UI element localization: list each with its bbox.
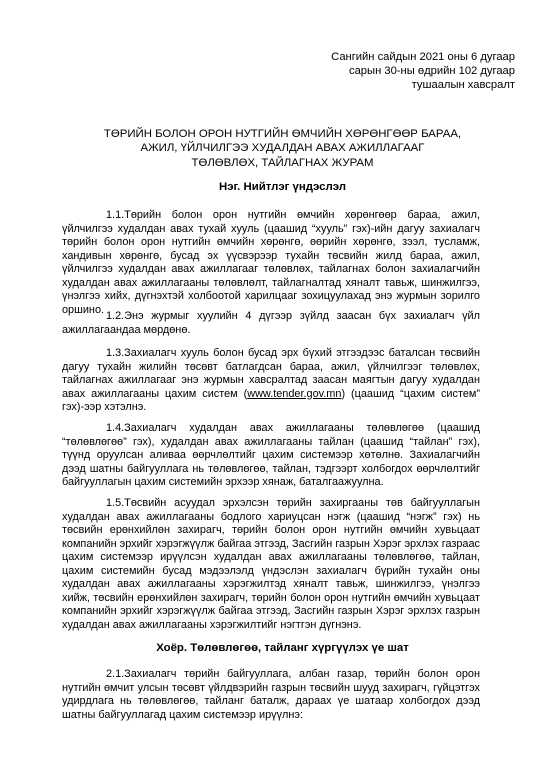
annex-note (275, 50, 515, 92)
chapter-2-heading: Хоёр. Төлөвлөгөө, тайланг хүргүүлэх үе шат (156, 642, 409, 654)
annex-line-1: Сангийн сайдын 2021 оны 6 дугаар (331, 51, 515, 63)
title-line-2: АЖИЛ, ҮЙЛЧИЛГЭЭ ХУДАЛДАН АВАХ АЖИЛЛАГААГ (140, 142, 425, 155)
title-line-1: ТӨРИЙН БОЛОН ОРОН НУТГИЙН ӨМЧИЙН ХӨРӨНГӨӨР БАРАА, (103, 128, 462, 140)
annex-line-2: сарын 30-ны өдрийн 102 дугаар (348, 65, 515, 77)
paragraph-1-3-text-before: 1.3.Захиалагч хууль болон бусад эрх бүхий этгээдээс баталсан төсвийн дагуу тухайн жилийн төсөвт батлагдсан бараа, ажил, үйлчилгээг төлөвлөх, тайлагнах ажиллагааг энэ журмын хавсралтад заасан маягтын дагуу худалдан авах ажиллагааны цахим систем ( (62, 347, 480, 400)
paragraph-1-5: 1.5.Төсвийн асуудал эрхэлсэн төрийн захиргааны төв байгууллагын худалдан авах ажиллагааны бодлого хариуцсан нэгж (цаашид “нэгж” гэх) нь төсвийн ерөнхийлөн захирагч, төрийн болон орон нутгийн өмчийн хувьцаат компанийн эрхийг хэрэгжүүлж байгаа этгээд, Засгийн газрын Хэрэг эрхлэх газраас цахим системээр ирүүлсэн худалдан авах ажиллагааны төлөвлөгөө, тайлан, цахим системийн бусад мэдээлэлд үндэслэн захиалагч бүрийн тухайн оны худалдан авах ажиллагааны хэрэгжилтэд хяналт тавьж, шинжилгээ, үнэлгээ хийж, төсвийн ерөнхийлөн захирагч, төрийн болон орон нутгийн өмчийн хувьцаат компанийн эрхийг хэрэгжүүлж байгаа этгээд, Засгийн газрын Хэрэг эрхлэх газрын худалдан авах ажиллагааны хэрэгжилтийг нэгтгэн дүгнэнэ. (62, 497, 480, 631)
chapter-1-heading: Нэг. Нийтлэг үндэслэл (219, 181, 346, 193)
paragraph-1-2: 1.2.Энэ журмыг хуулийн 4 дүгээр зүйлд заасан бүх захиалагч үйл ажиллагаандаа мөрдөнө. (62, 310, 480, 336)
paragraph-1-1: 1.1.Төрийн болон орон нутгийн өмчийн хөрөнгөөр бараа, ажил, үйлчилгээ худалдан авах тухай хууль (цаашид “хууль” гэх)-ийн дагуу захиалагч төрийн болон орон нутгийн өмчийн хөрөнгө, өөрийн хөрөнгө, зээл, тусламж, хандивын хөрөнгө, бусад эх үүсвэрээр тухайн төсвийн жилд бараа, ажил, үйлчилгээ худалдан авах ажиллагааг төлөвлөх, тайлагнах болон захиалагчийн худалдан авах ажиллагааны төлөвлөлт, тайлагналтад хяналт тавьж, шинжилгээ, үнэлгээ хийх, дүгнэхтэй холбоотой харилцааг зохицуулахад энэ журмын зорилго оршино. (62, 209, 480, 316)
paragraph-1-3-text-after: ) (цаашид “цахим систем” гэх)-ээр хэтэлнэ. (62, 387, 480, 413)
document-title (60, 127, 505, 170)
paragraph-1-4: 1.4.Захиалагч худалдан авах ажиллагааны төлөвлөгөө (цаашид “төлөвлөгөө” гэх), худалдан авах ажиллагааны тайлан (цаашид “тайлан” гэх), түүнд оруулсан аливаа өөрчлөлтийг цахим системээр хөтөлнө. Захиалагчийн дээд шатны байгууллага нь төлөвлөгөө, тайлан, тэдгээрт холбогдох өөрчлөлтийг байгууллагын цахим системийн эрхээр хянаж, баталгаажуулна. (62, 422, 480, 488)
title-line-3: ТӨЛӨВЛӨХ, ТАЙЛАГНАХ ЖУРАМ (191, 156, 374, 169)
annex-line-3: тушаалын хавсралт (411, 79, 515, 91)
paragraph-2-1: 2.1.Захиалагч төрийн байгууллага, албан газар, төрийн болон орон нутгийн өмчит улсын төсөвт үйлдвэрийн газрын төсвийн шууд захирагч, гүйцэтгэх удирдлага нь төлөвлөгөө, тайланг баталж, дараах үе шатаар холбогдох дээд шатны байгууллагад цахим системээр ирүүлнэ: (62, 668, 480, 721)
tender-website-link[interactable]: www.tender.gov.mn (247, 387, 342, 400)
paragraph-1-3 (62, 347, 480, 415)
